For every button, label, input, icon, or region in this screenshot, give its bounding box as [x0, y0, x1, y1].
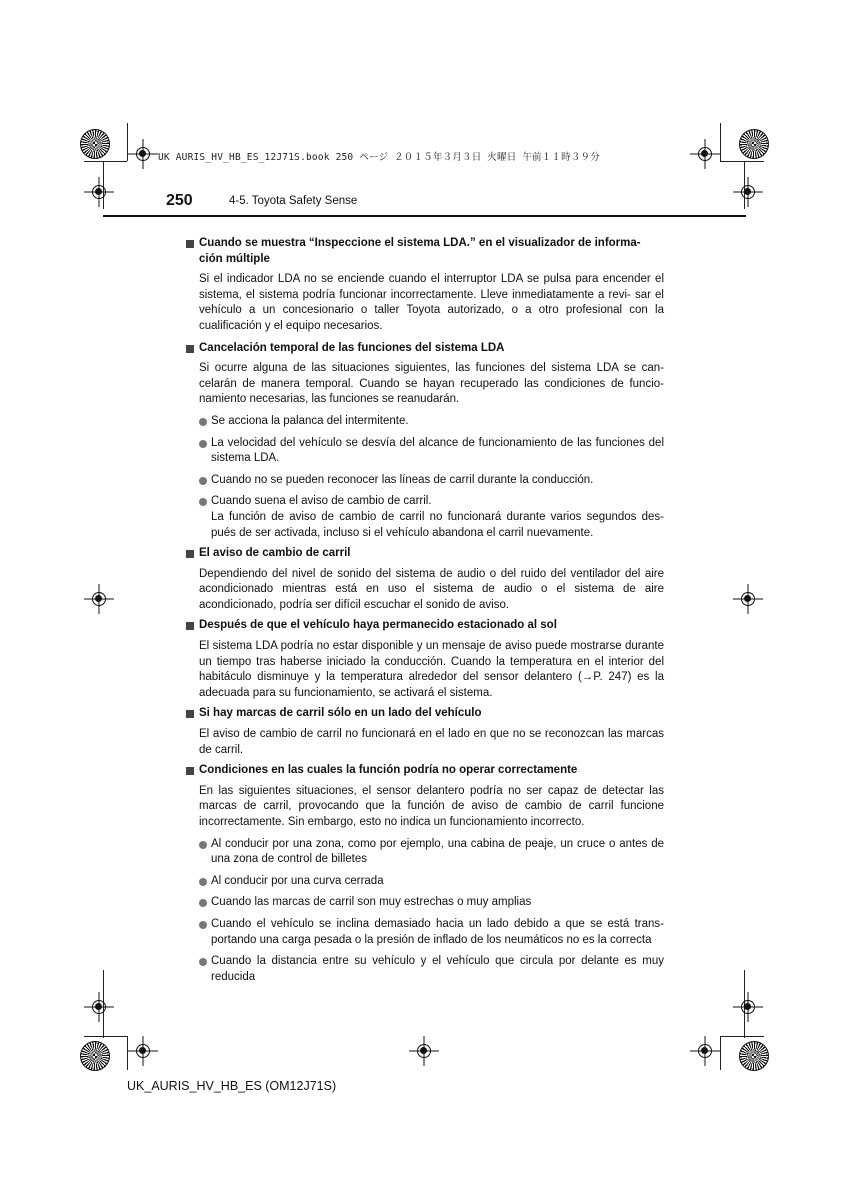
square-bullet-icon	[186, 710, 194, 718]
round-bullet-icon	[199, 958, 207, 966]
print-header: UK AURIS_HV_HB_ES_12J71S.book 250 ページ ２０１５年３月３日 火曜日 午前１１時３９分	[158, 152, 600, 163]
list-item	[199, 436, 664, 467]
round-bullet-icon	[199, 921, 207, 929]
round-bullet-icon	[199, 498, 207, 506]
section-title: 4-5. Toyota Safety Sense	[229, 195, 358, 207]
main-content	[186, 236, 664, 985]
section-heading-text: Si hay marcas de carril sólo en un lado del vehículo	[199, 707, 482, 720]
registration-mark-icon	[698, 147, 712, 161]
registration-mark-icon	[92, 185, 106, 199]
square-bullet-icon	[186, 767, 194, 775]
round-bullet-icon	[199, 440, 207, 448]
section-heading	[186, 706, 664, 722]
registration-mark-icon	[741, 1000, 755, 1014]
round-bullet-icon	[199, 899, 207, 907]
header-divider	[103, 215, 746, 217]
section-heading	[186, 341, 664, 357]
section-paragraph: Si el indicador LDA no se enciende cuando el interruptor LDA se pulsa para encender el sistema, el sistema podría funcionar incorrectamente. Lleve inmediatamente a revi- sar el vehículo a un concesionario o taller Toyota autorizado, o a otro profesional con la cualificación y el equipo necesarios.	[199, 273, 664, 332]
list-item-text: Al conducir por una curva cerrada	[211, 874, 384, 887]
registration-mark-icon	[741, 592, 755, 606]
section-paragraph: El sistema LDA podría no estar disponible y un mensaje de aviso puede mostrarse durante un tiempo tras haberse iniciado la conducción. Cuando la temperatura en el interior del habitáculo disminuye y la temperatura alrededor del sensor delantero (→P. 247) es la adecuada para su funcionamiento, se activará el sistema.	[199, 640, 664, 699]
section-heading-text: El aviso de cambio de carril	[199, 547, 351, 560]
registration-star-icon	[739, 1041, 769, 1071]
list-item-text: Se acciona la palanca del intermitente.	[211, 414, 409, 427]
document-code: UK_AURIS_HV_HB_ES (OM12J71S)	[127, 1079, 337, 1093]
round-bullet-icon	[199, 477, 207, 485]
list-item-text: Cuando las marcas de carril son muy estrechas o muy amplias	[211, 896, 532, 909]
list-item-text: Cuando el vehículo se inclina demasiado hacia un lado debido a que se está trans- portando una carga pesada o la presión de inflado de los neumáticos no es la correcta	[211, 917, 664, 946]
section-paragraph: Dependiendo del nivel de sonido del sistema de audio o del ruido del ventilador del aire acondicionado mientras está en uso el sistema de audio o el sistema de aire acondicionado, podría ser difícil escuchar el sonido de aviso.	[199, 567, 664, 611]
registration-mark-icon	[136, 147, 150, 161]
list-item	[199, 917, 664, 948]
square-bullet-icon	[186, 345, 194, 353]
section-paragraph: El aviso de cambio de carril no funcionará en el lado en que no se reconozcan las marcas de carril.	[199, 728, 664, 756]
list-item	[199, 874, 664, 890]
registration-mark-icon	[417, 1044, 431, 1058]
registration-mark-icon	[698, 1044, 712, 1058]
section-heading	[186, 236, 664, 267]
list-item-text: Cuando la distancia entre su vehículo y el vehículo que circula por delante es muy reducida	[211, 955, 664, 983]
section-heading-text: Después de que el vehículo haya permanecido estacionado al sol	[199, 619, 557, 632]
list-item	[199, 954, 664, 985]
registration-mark-icon	[741, 185, 755, 199]
section-heading-text: Cuando se muestra “Inspeccione el sistema LDA.” en el visualizador de informa- ción múltiple	[199, 237, 641, 265]
page-number: 250	[166, 192, 193, 209]
section-paragraph: En las siguientes situaciones, el sensor delantero podría no ser capaz de detectar las marcas de carril, provocando que la función de aviso de cambio de carril funcione incorrectamente. Sin embargo, esto no indica un funcionamiento incorrecto.	[199, 784, 664, 828]
list-item	[199, 414, 664, 430]
registration-star-icon	[80, 1041, 110, 1071]
section-heading-text: Cancelación temporal de las funciones del sistema LDA	[199, 341, 505, 354]
list-item-text	[211, 494, 664, 541]
list-item-text: Cuando no se pueden reconocer las líneas de carril durante la conducción.	[211, 473, 594, 486]
list-item	[199, 837, 664, 868]
square-bullet-icon	[186, 240, 194, 248]
round-bullet-icon	[199, 418, 207, 426]
registration-mark-icon	[136, 1044, 150, 1058]
list-item	[199, 895, 664, 911]
round-bullet-icon	[199, 841, 207, 849]
registration-mark-icon	[92, 592, 106, 606]
section-paragraph: Si ocurre alguna de las situaciones siguientes, las funciones del sistema LDA se can- celarán de manera temporal. Cuando se hayan recuperado las condiciones de funcio- namiento necesarias, las funciones se reanudarán.	[199, 362, 664, 406]
registration-star-icon	[739, 129, 769, 159]
section-heading	[186, 763, 664, 779]
list-item-text: La velocidad del vehículo se desvía del alcance de funcionamiento de las funciones del sistema LDA.	[211, 436, 664, 465]
section-heading	[186, 546, 664, 562]
list-item	[199, 473, 664, 489]
list-item	[199, 494, 664, 541]
list-item-note: La función de aviso de cambio de carril no funcionará durante varios segundos des- pués de ser activada, incluso si el vehículo abandona el carril nuevamente.	[211, 510, 664, 539]
list-item-text: Al conducir por una zona, como por ejemplo, una cabina de peaje, un cruce o antes de una zona de control de billetes	[211, 837, 664, 866]
square-bullet-icon	[186, 622, 194, 630]
square-bullet-icon	[186, 550, 194, 558]
section-heading	[186, 618, 664, 634]
registration-star-icon	[80, 129, 110, 159]
round-bullet-icon	[199, 878, 207, 886]
list-item-lead: Cuando suena el aviso de cambio de carril.	[211, 495, 432, 508]
section-heading-text: Condiciones en las cuales la función podría no operar correctamente	[199, 764, 578, 777]
registration-mark-icon	[92, 1000, 106, 1014]
